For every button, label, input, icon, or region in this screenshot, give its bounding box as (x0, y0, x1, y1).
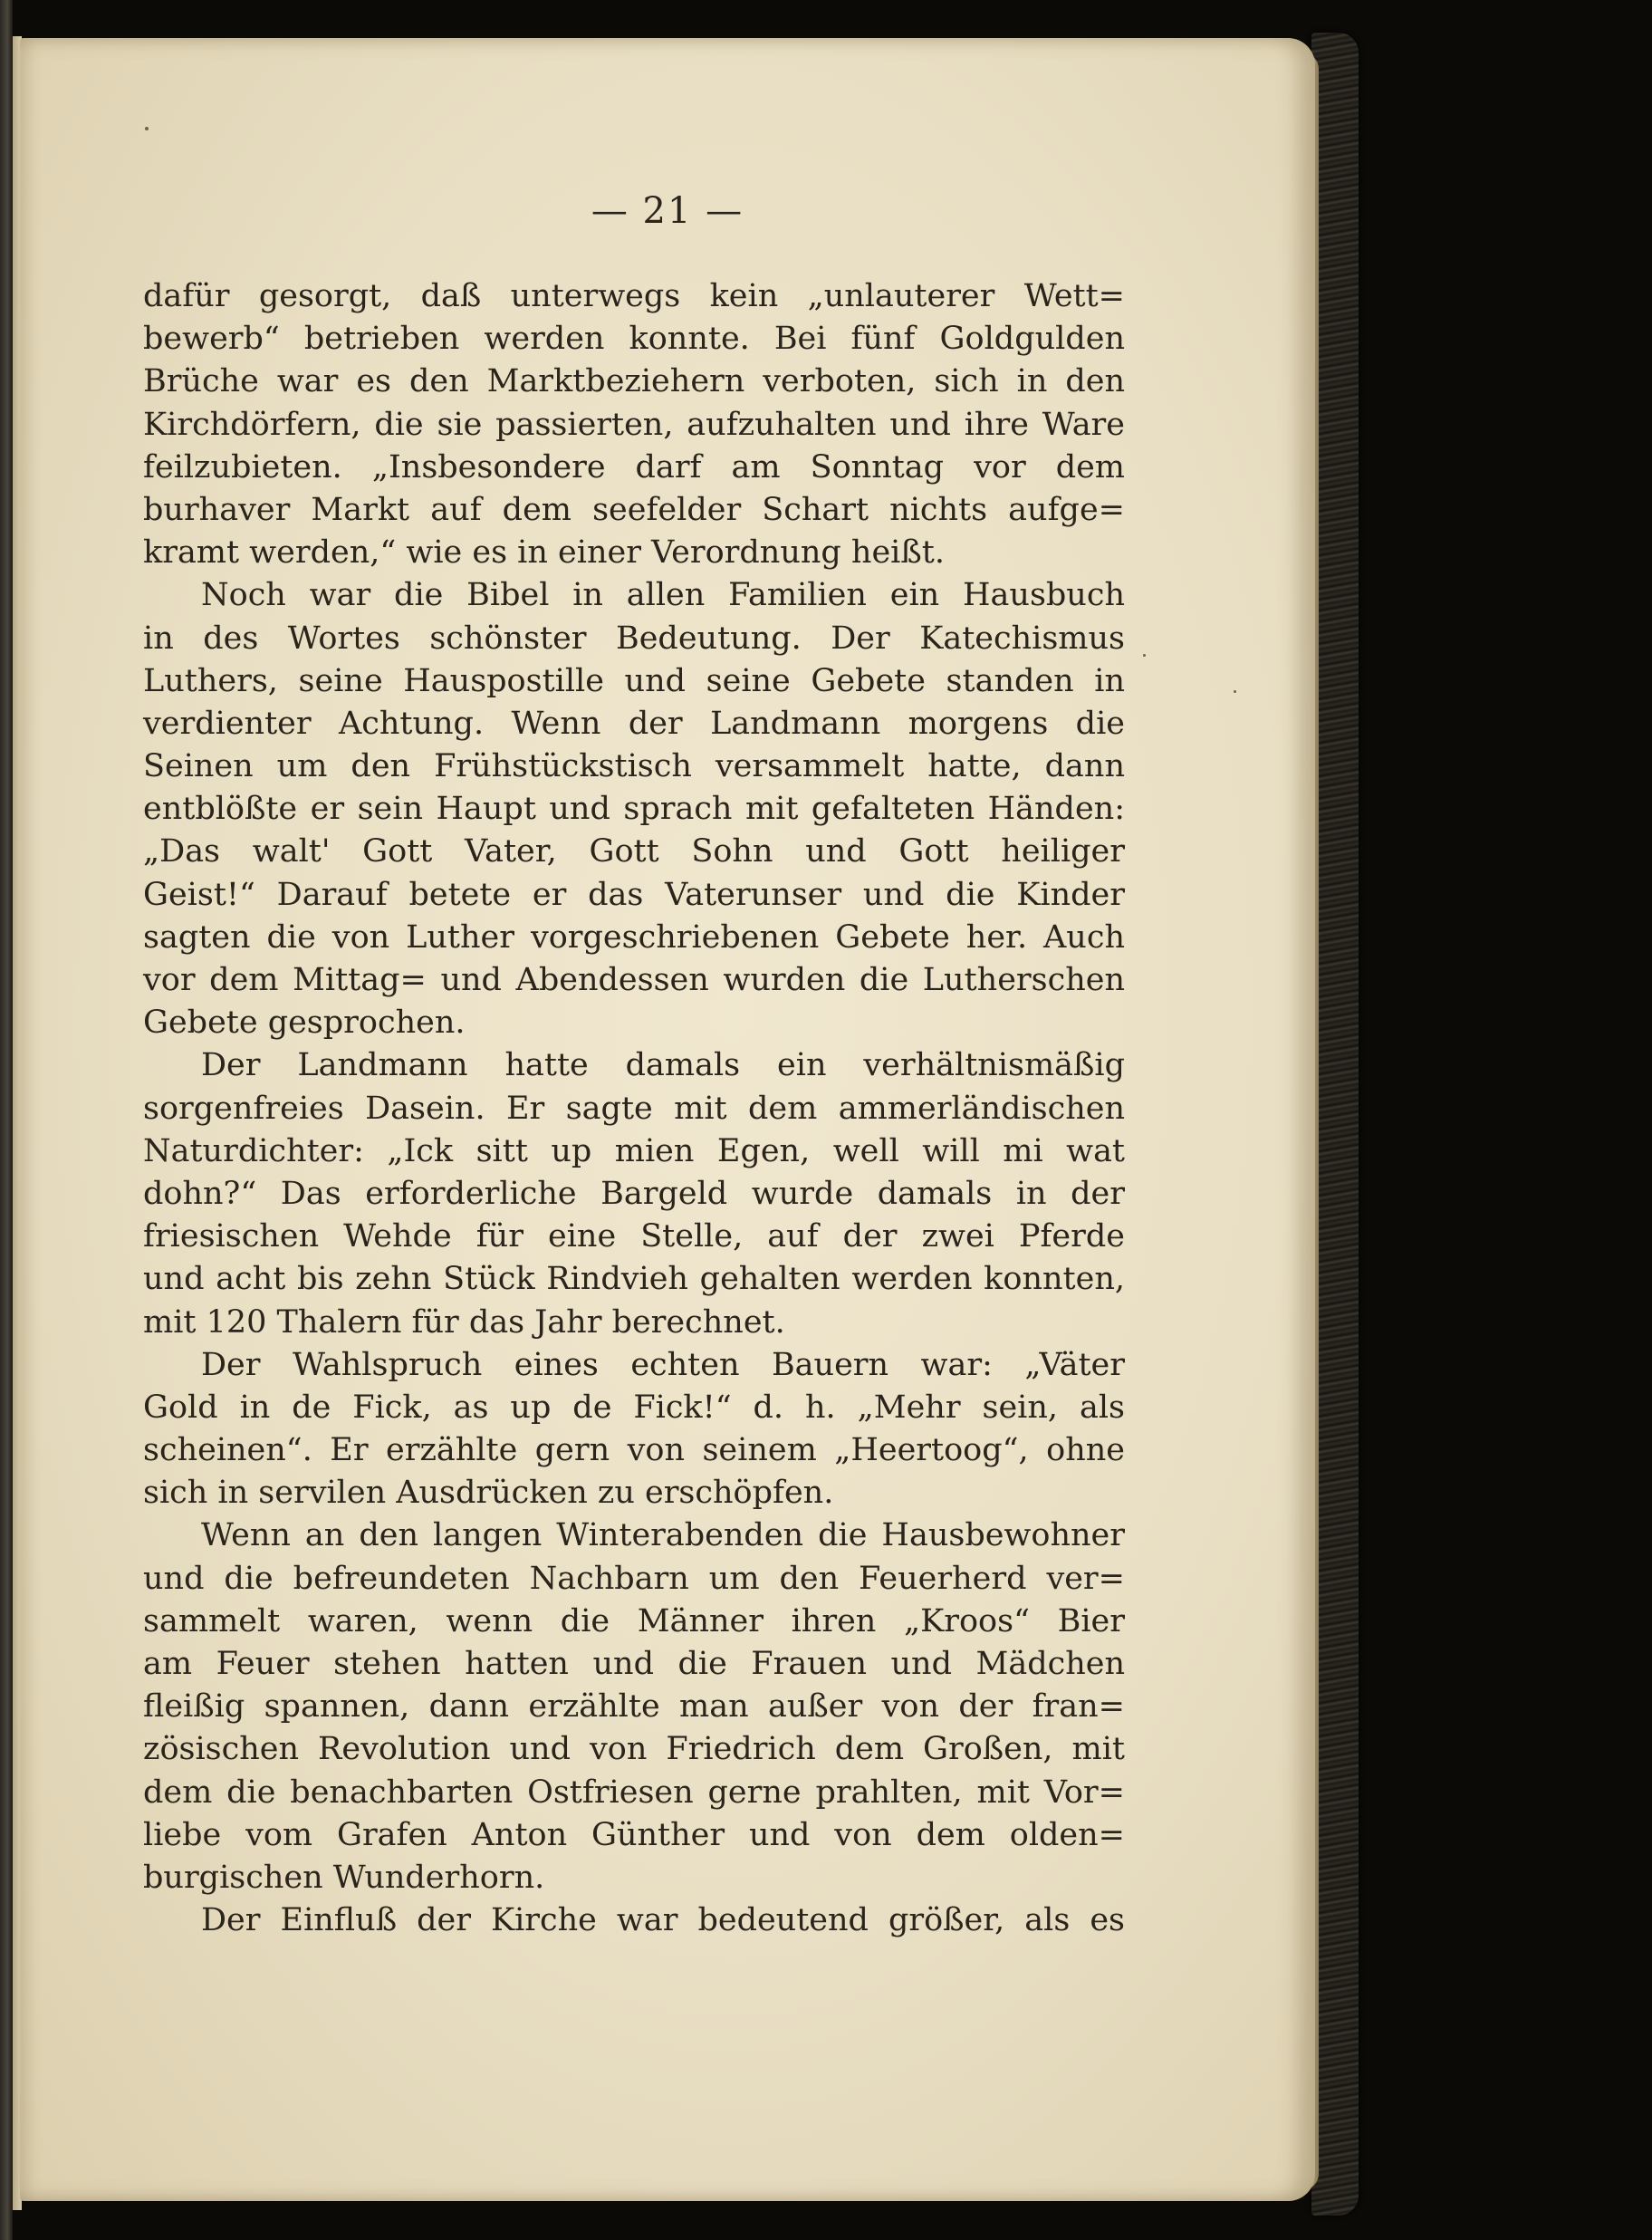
paragraph (143, 1899, 1125, 1942)
text-line: burhaver Markt auf dem seefelder Schart nichts aufge= (143, 491, 1125, 528)
text-line: Seinen um den Frühstückstisch versammelt hatte, dann (143, 748, 1125, 785)
text-line: und acht bis zehn Stück Rindvieh gehalten werden konnten, (143, 1261, 1125, 1298)
text-line: dohn?“ Das erforderliche Bargeld wurde damals in der (143, 1175, 1125, 1212)
text-line: Gold in de Fick, as up de Fick!“ d. h. „Mehr sein, als (143, 1389, 1125, 1426)
text-line: sammelt waren, wenn die Männer ihren „Kroos“ Bier (143, 1602, 1125, 1639)
text-line: Luthers, seine Hauspostille und seine Gebete standen in (143, 662, 1125, 699)
text-line: Naturdichter: „Ick sitt up mien Egen, well will mi wat (143, 1132, 1125, 1169)
left-binding-edge (0, 0, 13, 2240)
text-line: kramt werden,“ wie es in einer Verordnung heißt. (143, 534, 945, 572)
text-line: burgischen Wunderhorn. (143, 1859, 545, 1896)
text-line: feilzubieten. „Insbesondere darf am Sonntag vor dem (143, 448, 1125, 485)
text-line: Gebete gesprochen. (143, 1005, 466, 1042)
text-line: friesischen Wehde für eine Stelle, auf der zwei Pferde (143, 1218, 1125, 1255)
text-line: Der Landmann hatte damals ein verhältnismäßig (201, 1047, 1125, 1084)
text-line: bewerb“ betrieben werden konnte. Bei fünf Goldgulden (143, 321, 1125, 358)
text-line: dem die benachbarten Ostfriesen gerne prahlten, mit Vor= (143, 1774, 1125, 1811)
text-line: Kirchdörfern, die sie passierten, aufzuhalten und ihre Ware (143, 406, 1125, 443)
paragraph (143, 1044, 1125, 1343)
body-text (143, 275, 1125, 1942)
text-line: und die befreundeten Nachbarn um den Feuerherd ver= (143, 1560, 1125, 1597)
text-line: „Das walt' Gott Vater, Gott Sohn und Gott heiliger (143, 833, 1125, 870)
page-number: — 21 — (591, 190, 744, 232)
book-page (20, 38, 1315, 2201)
text-line: scheinen“. Er erzählte gern von seinem „Heertoog“, ohne (143, 1432, 1125, 1469)
text-line: mit 120 Thalern für das Jahr berechnet. (143, 1303, 785, 1341)
paragraph (143, 1344, 1125, 1515)
text-line: verdienter Achtung. Wenn der Landmann morgens die (143, 705, 1125, 742)
text-line: vor dem Mittag= und Abendessen wurden die Lutherschen (143, 962, 1125, 998)
paper-speck (1234, 690, 1236, 693)
text-line: zösischen Revolution und von Friedrich dem Großen, mit (143, 1731, 1125, 1768)
text-line: in des Wortes schönster Bedeutung. Der Katechismus (143, 620, 1125, 657)
text-line: Brüche war es den Marktbeziehern verboten, sich in den (143, 363, 1125, 400)
text-line: sagten die von Luther vorgeschriebenen Gebete her. Auch (143, 918, 1125, 956)
text-line: liebe vom Grafen Anton Günther und von dem olden= (143, 1816, 1125, 1853)
text-line: fleißig spannen, dann erzählte man außer von der fran= (143, 1688, 1125, 1726)
text-line: Der Wahlspruch eines echten Bauern war: „Väter (201, 1346, 1125, 1383)
text-line: dafür gesorgt, daß unterwegs kein „unlauterer Wett= (143, 278, 1125, 314)
text-line: Geist!“ Darauf betete er das Vaterunser und die Kinder (143, 876, 1125, 913)
paragraph (143, 275, 1125, 574)
text-line: am Feuer stehen hatten und die Frauen und Mädchen (143, 1646, 1125, 1682)
paper-speck (1143, 654, 1146, 657)
text-line: entblößte er sein Haupt und sprach mit gefalteten Händen: (143, 791, 1125, 828)
paper-speck (145, 127, 149, 130)
text-line: Der Einfluß der Kirche war bedeutend größer, als es (201, 1902, 1125, 1939)
paragraph (143, 574, 1125, 1044)
text-line: sich in servilen Ausdrücken zu erschöpfen. (143, 1475, 834, 1512)
text-line: sorgenfreies Dasein. Er sagte mit dem ammerländischen (143, 1090, 1125, 1127)
text-line: Noch war die Bibel in allen Familien ein Hausbuch (201, 577, 1125, 614)
paragraph (143, 1514, 1125, 1899)
text-line: Wenn an den langen Winterabenden die Hausbewohner (201, 1517, 1125, 1554)
